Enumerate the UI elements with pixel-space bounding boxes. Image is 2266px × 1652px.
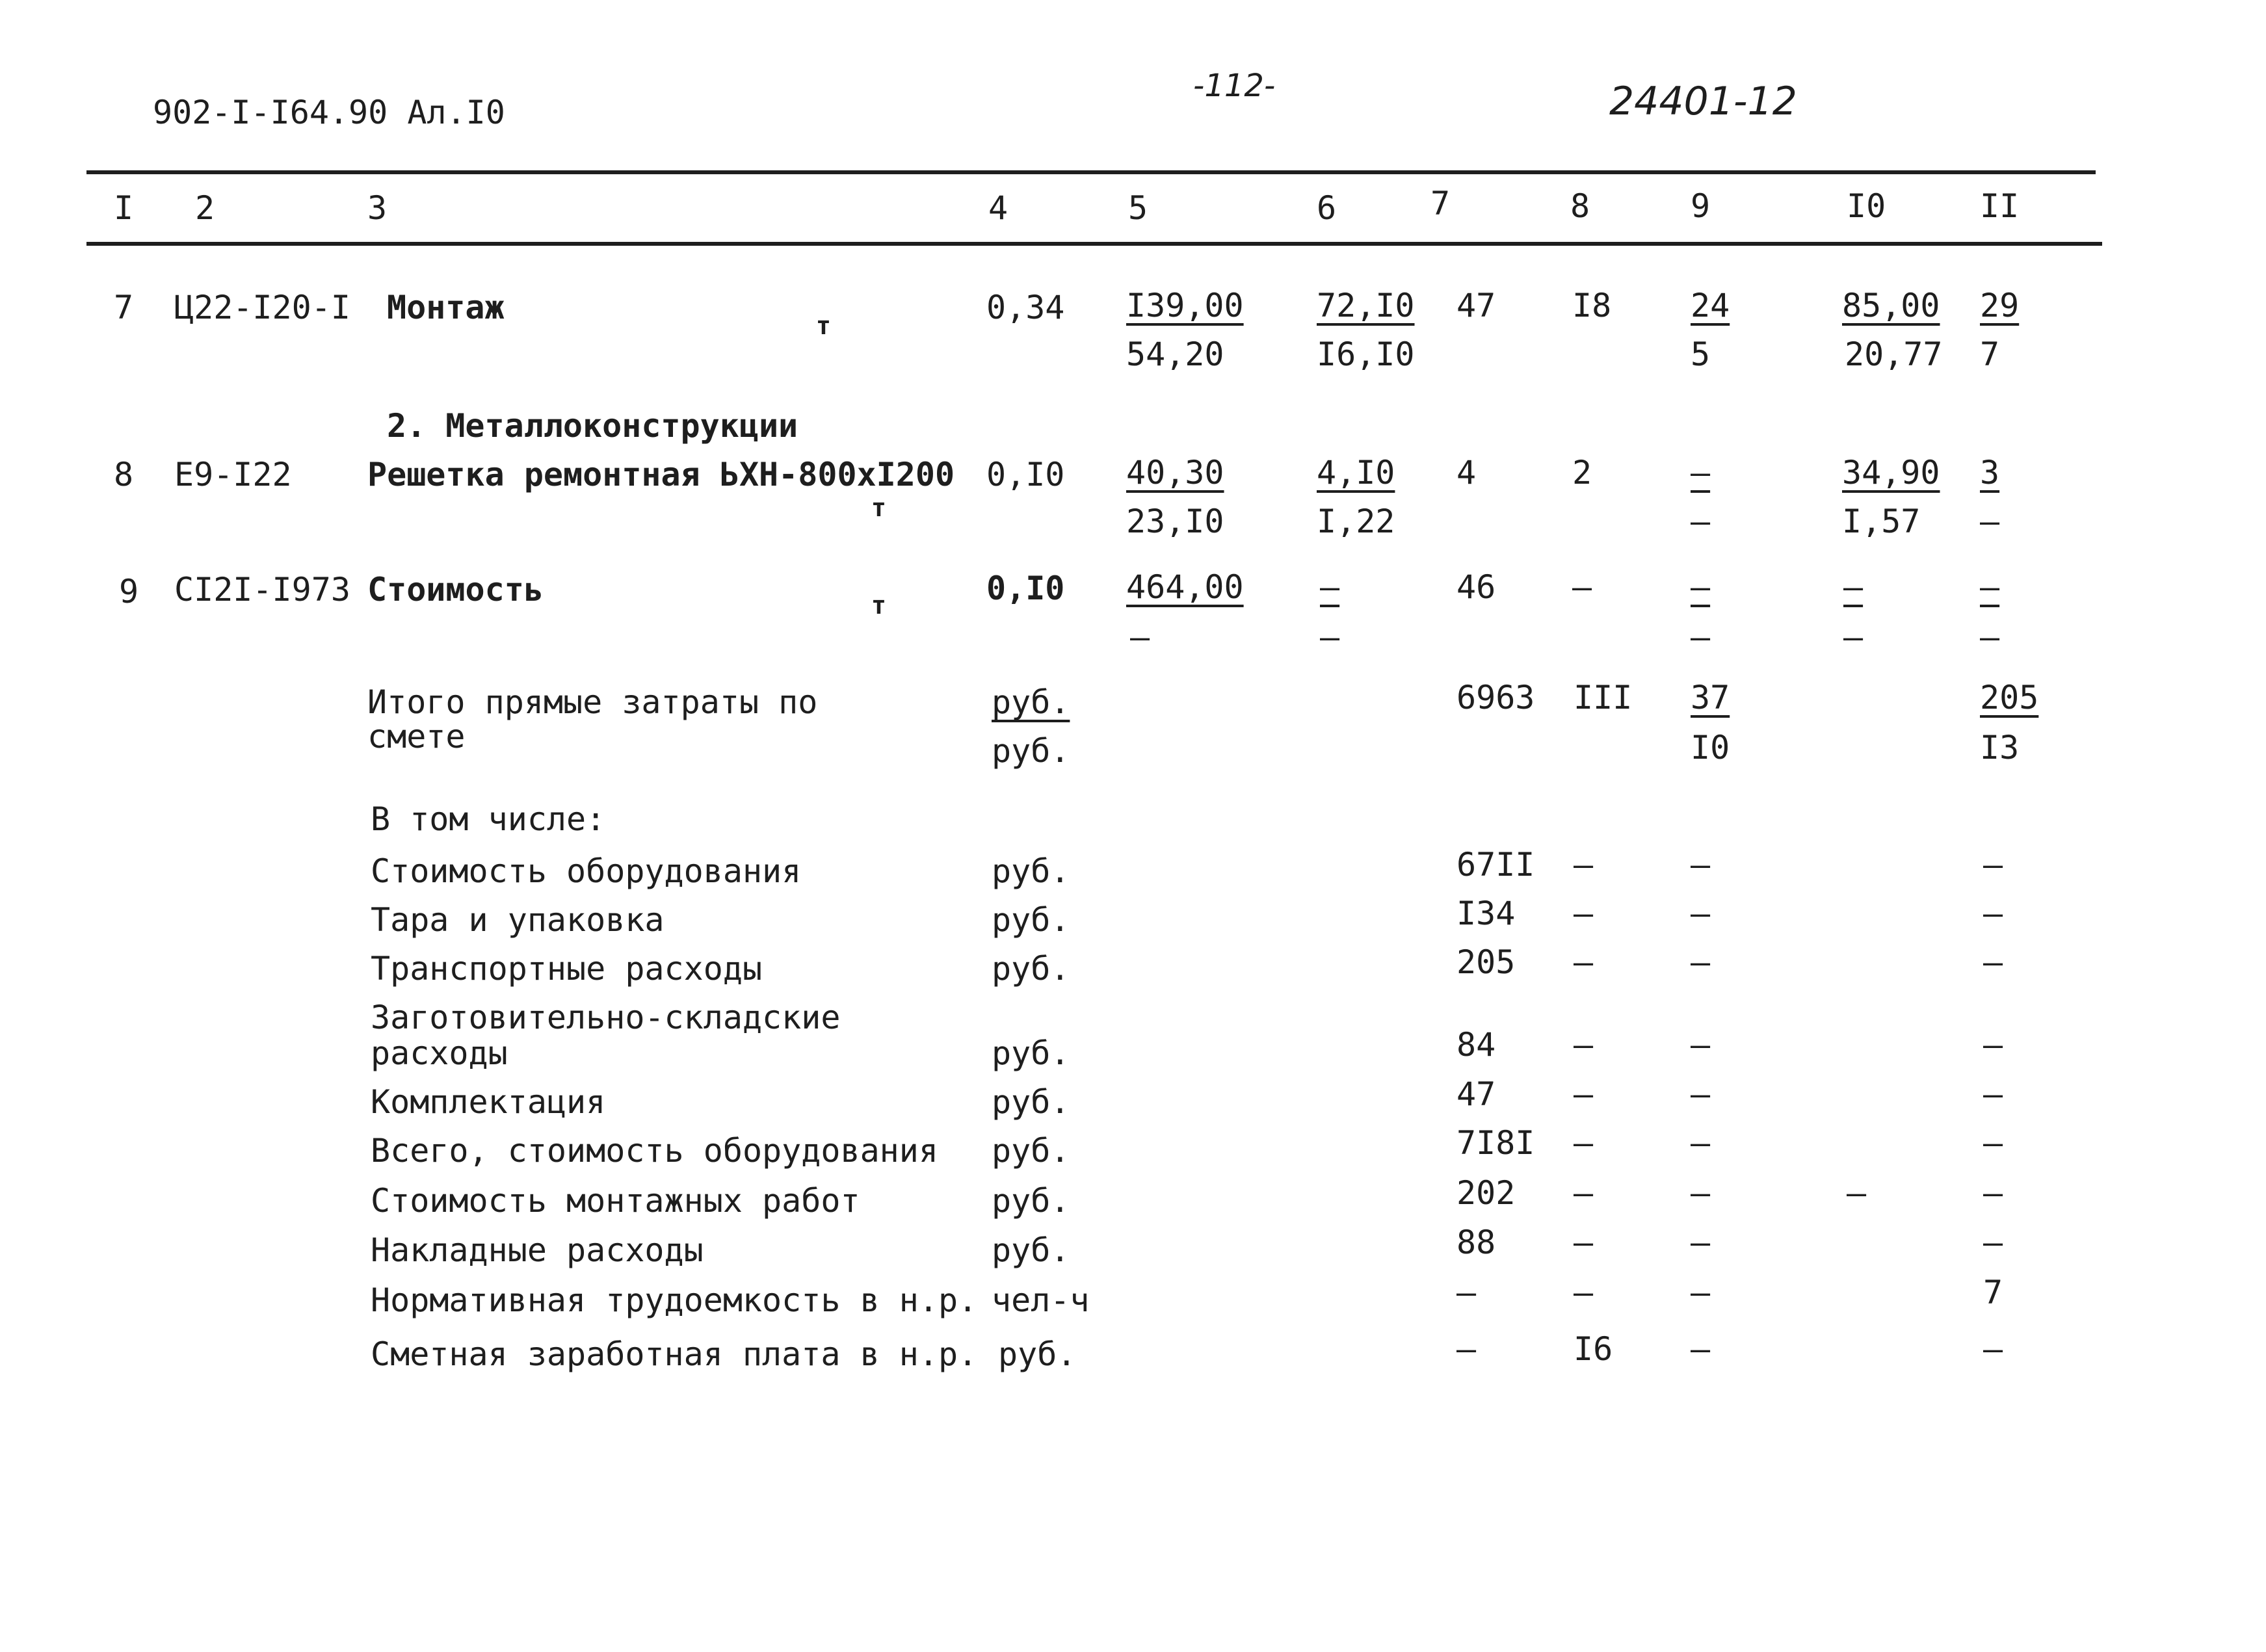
row-number: 8 (114, 456, 134, 493)
summary-col7: I34 (1456, 895, 1516, 932)
col5-top: 40,30 (1126, 454, 1224, 492)
summary-col7: 7I8I (1456, 1124, 1535, 1162)
col11-top: 29 (1980, 287, 2020, 324)
summary-col7: 202 (1456, 1174, 1516, 1212)
summary-col11: – (1983, 1174, 2003, 1212)
col-header-2: 2 (195, 189, 215, 227)
summary-unit: руб. (992, 1231, 1070, 1269)
summary-col9: – (1691, 1330, 1711, 1368)
col-header-3: 3 (367, 189, 388, 227)
summary-unit: чел-ч (992, 1281, 1090, 1319)
col9-bottom: 5 (1691, 335, 1711, 373)
col5-bottom: – (1130, 618, 1150, 656)
summary-col8: – (1574, 1274, 1594, 1311)
row-name: Решетка ремонтная ЬХН-800хI200 (367, 456, 955, 493)
summary-col7: 84 (1456, 1026, 1496, 1064)
summary-col11: – (1983, 943, 2003, 981)
summary-col11: – (1983, 846, 2003, 884)
col6-top: – (1320, 568, 1340, 606)
row-quantity: 0,I0 (986, 456, 1065, 493)
col9-top: – (1691, 454, 1711, 492)
total-col11-top: 205 (1980, 679, 2039, 716)
col-header-11: II (1980, 187, 2020, 225)
col6-bottom: I6,I0 (1317, 335, 1415, 373)
summary-col8: – (1574, 1075, 1594, 1113)
col10-top: 34,90 (1842, 454, 1940, 492)
total-col9-bottom: I0 (1691, 729, 1730, 767)
summary-col9: – (1691, 895, 1711, 932)
col-header-6: 6 (1317, 189, 1337, 227)
col8-value: I8 (1572, 287, 1612, 324)
total-unit-top: руб. (992, 683, 1070, 721)
col11-top: 3 (1980, 454, 2000, 492)
page-number: -112- (1193, 68, 1276, 104)
summary-label: Всего, стоимость оборудования (371, 1132, 938, 1170)
summary-col8: – (1574, 1174, 1594, 1212)
col8-value: – (1572, 568, 1592, 606)
summary-col10: – (1847, 1174, 1867, 1212)
col-header-9: 9 (1691, 187, 1711, 225)
summary-col11: – (1983, 1124, 2003, 1162)
col-header-8: 8 (1570, 187, 1590, 225)
col10-bottom: I,57 (1842, 503, 1921, 540)
summary-label: Заготовительно-складские (371, 999, 841, 1036)
summary-col8: I6 (1574, 1330, 1613, 1368)
col10-bottom: 20,77 (1845, 335, 1943, 373)
total-label-line1: Итого прямые затраты по (367, 683, 818, 721)
row-unit: т (816, 311, 831, 340)
col6-bottom: – (1320, 618, 1340, 656)
col9-bottom: – (1691, 618, 1711, 656)
document-number: 24401-12 (1609, 79, 1797, 124)
col7-value: 46 (1456, 568, 1496, 606)
summary-col11: – (1983, 1224, 2003, 1261)
summary-col9: – (1691, 1224, 1711, 1261)
row-quantity: 0,34 (986, 289, 1065, 326)
summary-col11: 7 (1983, 1274, 2003, 1311)
summary-label: Комплектация (371, 1083, 606, 1121)
summary-col9: – (1691, 1075, 1711, 1113)
col5-top: 464,00 (1126, 568, 1244, 606)
summary-col9: – (1691, 943, 1711, 981)
summary-unit: руб. (992, 901, 1070, 939)
summary-label: Накладные расходы (371, 1231, 704, 1269)
summary-label: Стоимость монтажных работ (371, 1182, 860, 1220)
total-col7: 6963 (1456, 679, 1535, 716)
header-bottom-rule (86, 242, 2102, 246)
col11-bottom: – (1980, 503, 2000, 540)
row-quantity: 0,I0 (986, 570, 1065, 607)
col-header-7: 7 (1430, 185, 1451, 222)
summary-unit: руб. (998, 1335, 1077, 1373)
summary-label-line2: расходы (371, 1034, 508, 1072)
summary-col7: 67II (1456, 846, 1535, 884)
summary-col8: – (1574, 1224, 1594, 1261)
col5-bottom: 23,I0 (1126, 503, 1224, 540)
summary-unit: руб. (992, 1132, 1070, 1170)
summary-col11: – (1983, 1075, 2003, 1113)
including-label: В том числе: (371, 800, 606, 838)
col6-top: 72,I0 (1317, 287, 1415, 324)
summary-col9: – (1691, 1274, 1711, 1311)
row-unit: т (871, 591, 886, 620)
summary-col11: – (1983, 1026, 2003, 1064)
summary-col9: – (1691, 846, 1711, 884)
col-header-10: I0 (1847, 187, 1886, 225)
row-code: E9-I22 (174, 456, 292, 493)
col6-bottom: I,22 (1317, 503, 1395, 540)
col-header-4: 4 (988, 189, 1008, 227)
summary-col8: – (1574, 1124, 1594, 1162)
summary-col9: – (1691, 1174, 1711, 1212)
col9-top: 24 (1691, 287, 1730, 324)
summary-unit: руб. (992, 1083, 1070, 1121)
col10-top: 85,00 (1842, 287, 1940, 324)
summary-col7: 205 (1456, 943, 1516, 981)
col9-bottom: – (1691, 503, 1711, 540)
row-name: Монтаж (387, 289, 505, 326)
summary-label: Стоимость оборудования (371, 852, 802, 890)
summary-label: Тара и упаковка (371, 901, 665, 939)
col11-bottom: 7 (1980, 335, 2000, 373)
summary-col8: – (1574, 1026, 1594, 1064)
col9-top: – (1691, 568, 1711, 606)
total-col8: III (1574, 679, 1633, 716)
table-top-rule (86, 170, 2096, 174)
summary-col7: – (1456, 1330, 1477, 1368)
summary-col8: – (1574, 846, 1594, 884)
row-code: CI2I-I973 (174, 571, 350, 609)
row-number: 7 (114, 289, 134, 326)
summary-col11: – (1983, 1330, 2003, 1368)
summary-unit: руб. (992, 1034, 1070, 1072)
document-code: 902-I-I64.90 Ал.I0 (153, 94, 505, 131)
col11-bottom: – (1980, 618, 2000, 656)
col10-top: – (1843, 568, 1864, 606)
summary-col7: – (1456, 1274, 1477, 1311)
section-heading: 2. Металлоконструкции (387, 407, 798, 445)
col6-top: 4,I0 (1317, 454, 1395, 492)
col5-bottom: 54,20 (1126, 335, 1224, 373)
row-name: Стоимость (367, 571, 544, 609)
summary-col7: 47 (1456, 1075, 1496, 1113)
summary-col7: 88 (1456, 1224, 1496, 1261)
row-number: 9 (119, 573, 139, 610)
summary-label: Нормативная трудоемкость в н.р. (371, 1281, 978, 1319)
col-header-1: I (114, 189, 134, 227)
total-col11-bottom: I3 (1980, 729, 2020, 767)
total-label-line2: смете (367, 718, 466, 755)
summary-col9: – (1691, 1026, 1711, 1064)
col5-top: I39,00 (1126, 287, 1244, 324)
summary-unit: руб. (992, 852, 1070, 890)
summary-unit: руб. (992, 950, 1070, 988)
summary-col11: – (1983, 895, 2003, 932)
col10-bottom: – (1843, 618, 1864, 656)
col7-value: 4 (1456, 454, 1477, 492)
col8-value: 2 (1572, 454, 1592, 492)
summary-label: Сметная заработная плата в н.р. (371, 1335, 978, 1373)
col11-top: – (1980, 568, 2000, 606)
total-unit-bottom: руб. (992, 732, 1070, 770)
summary-label: Транспортные расходы (371, 950, 763, 988)
summary-col8: – (1574, 895, 1594, 932)
summary-unit: руб. (992, 1182, 1070, 1220)
row-code: Ц22-I20-I (174, 289, 350, 326)
summary-col9: – (1691, 1124, 1711, 1162)
col-header-5: 5 (1128, 189, 1148, 227)
col7-value: 47 (1456, 287, 1496, 324)
row-unit: т (871, 493, 886, 522)
total-col9-top: 37 (1691, 679, 1730, 716)
summary-col8: – (1574, 943, 1594, 981)
